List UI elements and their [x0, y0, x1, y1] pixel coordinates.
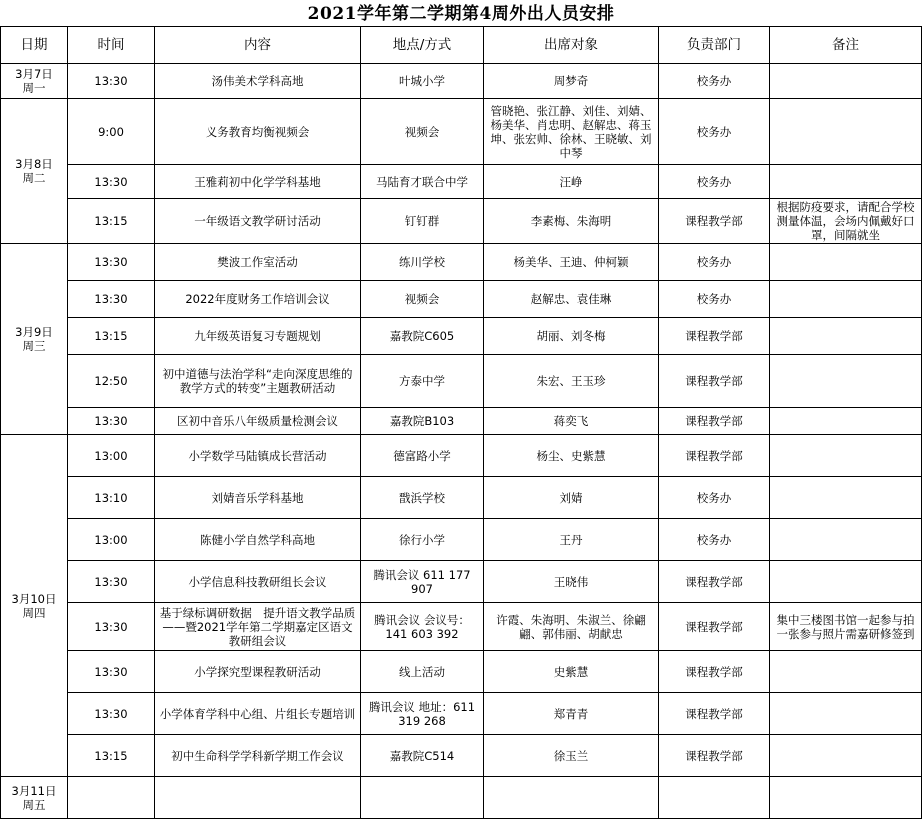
- time-cell: 13:30: [68, 408, 155, 435]
- weekday-label: 周五: [22, 797, 46, 812]
- place-cell: 德富路小学: [361, 435, 484, 477]
- dept-cell: 课程教学部: [659, 735, 770, 777]
- table-row: [1, 519, 922, 561]
- attendees-cell: 胡丽、刘冬梅: [484, 318, 659, 355]
- time-cell: 13:00: [68, 519, 155, 561]
- place-cell: 嘉教院C605: [361, 318, 484, 355]
- content-cell: 九年级英语复习专题规划: [155, 318, 361, 355]
- date-cell: [1, 435, 68, 777]
- dept-cell: 校务办: [659, 64, 770, 99]
- note-cell: [770, 318, 922, 355]
- weekday-label: 周一: [22, 81, 46, 95]
- date-cell: [1, 777, 68, 819]
- content-cell: 区初中音乐八年级质量检测会议: [155, 408, 361, 435]
- place-cell: 腾讯会议 会议号：141 603 392: [361, 603, 484, 651]
- dept-cell: 课程教学部: [659, 408, 770, 435]
- note-cell: [770, 281, 922, 318]
- table-row: [1, 355, 922, 408]
- table-row: [1, 735, 922, 777]
- attendees-cell: 李素梅、朱海明: [484, 199, 659, 244]
- dept-cell: 课程教学部: [659, 693, 770, 735]
- time-cell: 9:00: [68, 99, 155, 165]
- place-cell: 视频会: [361, 99, 484, 165]
- header-dept: 负责部门: [659, 27, 770, 64]
- page-title: 2021学年第二学期第4周外出人员安排: [307, 4, 615, 24]
- place-cell: 练川学校: [361, 244, 484, 281]
- content-cell: 小学体育学科中心组、片组长专题培训: [155, 693, 361, 735]
- dept-cell: 校务办: [659, 99, 770, 165]
- table-row: [1, 693, 922, 735]
- date-label: 3月9日: [15, 325, 53, 339]
- dept-cell: 课程教学部: [659, 561, 770, 603]
- content-cell: 小学探究型课程教研活动: [155, 651, 361, 693]
- table-row: [1, 477, 922, 519]
- header-time: 时间: [68, 27, 155, 64]
- table-row: [1, 244, 922, 281]
- attendees-cell: [484, 777, 659, 819]
- place-cell: [361, 777, 484, 819]
- place-cell: 钉钉群: [361, 199, 484, 244]
- table-row: [1, 318, 922, 355]
- time-cell: 13:30: [68, 281, 155, 318]
- dept-cell: 校务办: [659, 477, 770, 519]
- header-content: 内容: [155, 27, 361, 64]
- header-row: [1, 27, 922, 64]
- dept-cell: 课程教学部: [659, 651, 770, 693]
- note-cell: [770, 519, 922, 561]
- attendees-cell: 杨美华、王迪、仲柯颖: [484, 244, 659, 281]
- attendees-cell: 许霞、朱海明、朱淑兰、徐翩翩、郭伟丽、胡献忠: [484, 603, 659, 651]
- attendees-cell: 管晓艳、张江静、刘佳、刘婧、杨美华、肖忠明、赵解忠、蒋玉坤、张宏帅、徐林、王晓敏、刘中琴: [484, 99, 659, 165]
- attendees-cell: 蒋奕飞: [484, 408, 659, 435]
- date-label: 3月11日: [11, 783, 57, 798]
- date-cell: [1, 99, 68, 244]
- place-cell: 戬浜学校: [361, 477, 484, 519]
- time-cell: 13:15: [68, 318, 155, 355]
- header-note: 备注: [770, 27, 922, 64]
- note-cell: [770, 165, 922, 199]
- schedule-table: [0, 26, 922, 819]
- weekday-label: 周二: [22, 171, 46, 185]
- time-cell: 13:00: [68, 435, 155, 477]
- note-cell: [770, 408, 922, 435]
- time-cell: 13:15: [68, 735, 155, 777]
- attendees-cell: 史紫慧: [484, 651, 659, 693]
- time-cell: 13:30: [68, 651, 155, 693]
- date-cell: [1, 64, 68, 99]
- place-cell: 嘉教院B103: [361, 408, 484, 435]
- attendees-cell: 王晓伟: [484, 561, 659, 603]
- content-cell: 一年级语文教学研讨活动: [155, 199, 361, 244]
- content-cell: 基于绿标调研数据 提升语文教学品质——暨2021学年第二学期嘉定区语文教研组会议: [155, 603, 361, 651]
- date-cell: [1, 244, 68, 435]
- attendees-cell: 汪峥: [484, 165, 659, 199]
- dept-cell: [659, 777, 770, 819]
- note-cell: [770, 64, 922, 99]
- weekday-label: 周三: [22, 339, 46, 353]
- content-cell: 王雅莉初中化学学科基地: [155, 165, 361, 199]
- time-cell: 12:50: [68, 355, 155, 408]
- note-cell: [770, 99, 922, 165]
- time-cell: 13:15: [68, 199, 155, 244]
- table-row: [1, 777, 922, 819]
- time-cell: 13:30: [68, 64, 155, 99]
- weekday-label: 周四: [22, 605, 46, 620]
- date-label: 3月8日: [15, 157, 53, 171]
- time-cell: 13:30: [68, 244, 155, 281]
- time-cell: 13:30: [68, 561, 155, 603]
- content-cell: 2022年度财务工作培训会议: [155, 281, 361, 318]
- note-cell: [770, 355, 922, 408]
- date-label: 3月7日: [15, 67, 53, 81]
- time-cell: 13:30: [68, 165, 155, 199]
- attendees-cell: 杨尘、史紫慧: [484, 435, 659, 477]
- content-cell: 小学数学马陆镇成长营活动: [155, 435, 361, 477]
- table-row: [1, 99, 922, 165]
- table-row: [1, 64, 922, 99]
- note-cell: [770, 735, 922, 777]
- attendees-cell: 赵解忠、袁佳琳: [484, 281, 659, 318]
- content-cell: 陈健小学自然学科高地: [155, 519, 361, 561]
- place-cell: 马陆育才联合中学: [361, 165, 484, 199]
- table-row: [1, 408, 922, 435]
- date-label: 3月10日: [11, 591, 57, 606]
- attendees-cell: 朱宏、王玉珍: [484, 355, 659, 408]
- dept-cell: 课程教学部: [659, 435, 770, 477]
- attendees-cell: 王丹: [484, 519, 659, 561]
- note-cell: 集中三楼图书馆一起参与拍一张参与照片需嘉研修签到: [770, 603, 922, 651]
- time-cell: 13:30: [68, 693, 155, 735]
- note-cell: [770, 777, 922, 819]
- note-cell: [770, 651, 922, 693]
- dept-cell: 校务办: [659, 281, 770, 318]
- time-cell: 13:10: [68, 477, 155, 519]
- dept-cell: 课程教学部: [659, 318, 770, 355]
- dept-cell: 课程教学部: [659, 355, 770, 408]
- content-cell: 樊波工作室活动: [155, 244, 361, 281]
- dept-cell: 课程教学部: [659, 199, 770, 244]
- table-row: [1, 165, 922, 199]
- table-row: [1, 651, 922, 693]
- table-row: [1, 603, 922, 651]
- place-cell: 叶城小学: [361, 64, 484, 99]
- time-cell: 13:30: [68, 603, 155, 651]
- place-cell: 腾讯会议 611 177 907: [361, 561, 484, 603]
- dept-cell: 校务办: [659, 244, 770, 281]
- attendees-cell: 刘婧: [484, 477, 659, 519]
- note-cell: [770, 244, 922, 281]
- header-place: 地点/方式: [361, 27, 484, 64]
- table-row: [1, 435, 922, 477]
- header-attendees: 出席对象: [484, 27, 659, 64]
- attendees-cell: 徐玉兰: [484, 735, 659, 777]
- note-cell: [770, 561, 922, 603]
- note-cell: [770, 693, 922, 735]
- dept-cell: 校务办: [659, 165, 770, 199]
- attendees-cell: 郑青青: [484, 693, 659, 735]
- note-cell: [770, 477, 922, 519]
- attendees-cell: 周梦奇: [484, 64, 659, 99]
- note-cell: [770, 435, 922, 477]
- content-cell: 汤伟美术学科高地: [155, 64, 361, 99]
- content-cell: 初中生命科学学科新学期工作会议: [155, 735, 361, 777]
- dept-cell: 校务办: [659, 519, 770, 561]
- content-cell: 刘婧音乐学科基地: [155, 477, 361, 519]
- table-row: [1, 561, 922, 603]
- content-cell: [155, 777, 361, 819]
- table-row: [1, 199, 922, 244]
- table-row: [1, 281, 922, 318]
- place-cell: 视频会: [361, 281, 484, 318]
- place-cell: 方泰中学: [361, 355, 484, 408]
- place-cell: 腾讯会议 地址：611 319 268: [361, 693, 484, 735]
- content-cell: 义务教育均衡视频会: [155, 99, 361, 165]
- place-cell: 徐行小学: [361, 519, 484, 561]
- note-cell: 根据防疫要求，请配合学校测量体温，会场内佩戴好口罩，间隔就坐: [770, 199, 922, 244]
- place-cell: 线上活动: [361, 651, 484, 693]
- content-cell: 小学信息科技教研组长会议: [155, 561, 361, 603]
- dept-cell: 课程教学部: [659, 603, 770, 651]
- time-cell: [68, 777, 155, 819]
- place-cell: 嘉教院C514: [361, 735, 484, 777]
- content-cell: 初中道德与法治学科“走向深度思维的教学方式的转变”主题教研活动: [155, 355, 361, 408]
- header-date: 日期: [1, 27, 68, 64]
